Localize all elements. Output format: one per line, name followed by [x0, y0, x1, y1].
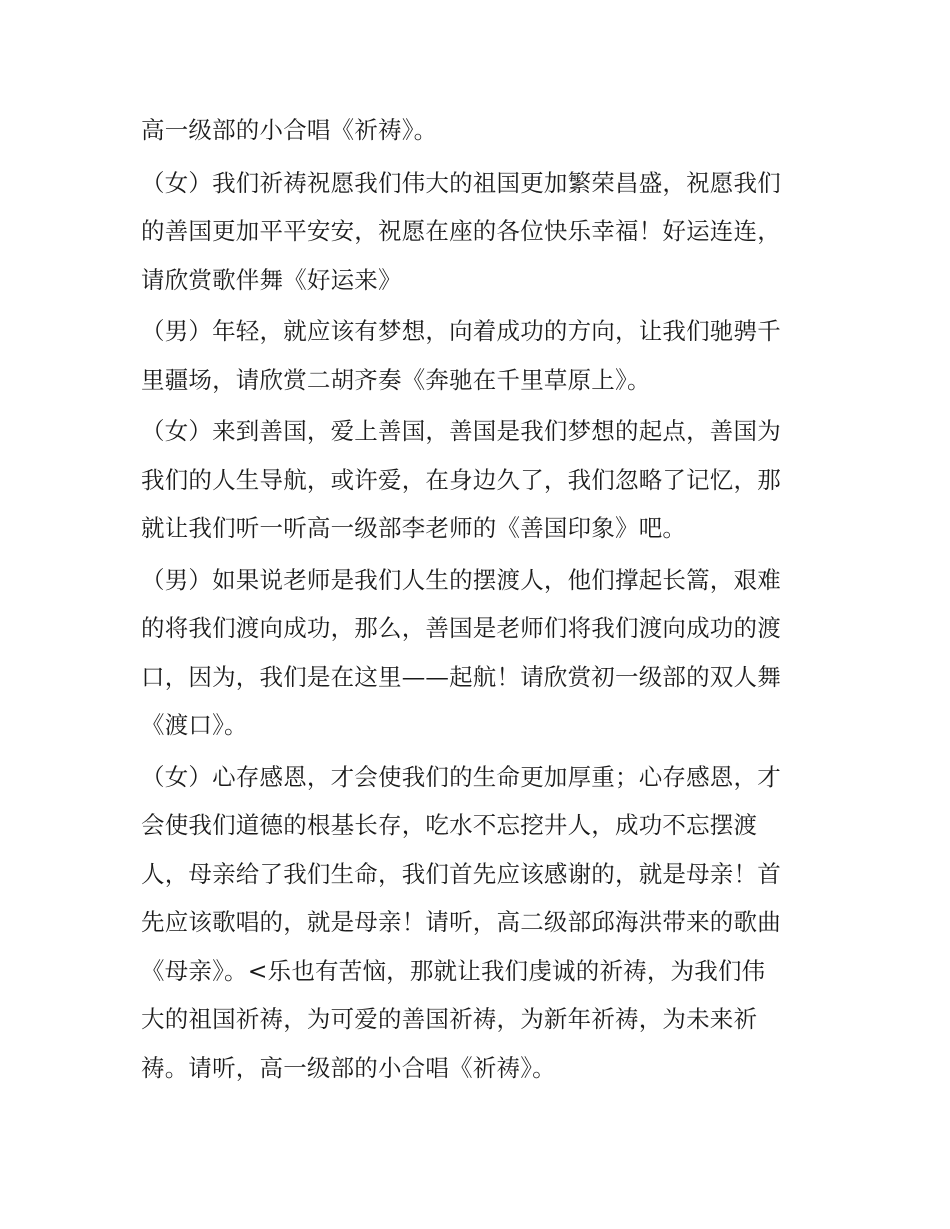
text-line: 大的祖国祈祷，为可爱的善国祈祷，为新年祈祷，为未来祈 — [141, 1005, 758, 1033]
text-line: 的将我们渡向成功，那么，善国是老师们将我们渡向成功的渡 — [141, 614, 781, 642]
text-line: 《渡口》。 — [141, 711, 248, 739]
text-line: （男）年轻，就应该有梦想，向着成功的方向，让我们驰骋千 — [141, 317, 781, 345]
text-line: 口，因为，我们是在这里——起航！请欣赏初一级部的双人舞 — [141, 662, 781, 691]
text-line: 我们的人生导航，或许爱，在身边久了，我们忽略了记忆，那 — [141, 465, 781, 494]
text-line: （女）我们祈祷祝愿我们伟大的祖国更加繁荣昌盛，祝愿我们 — [141, 168, 781, 197]
text-line: 《母亲》。<乐也有苦恼，那就让我们虔诚的祈祷，为我们伟 — [141, 956, 766, 985]
text-line: 高一级部的小合唱《祈祷》。 — [141, 116, 438, 144]
text-line: 请欣赏歌伴舞《好运来》 — [141, 265, 402, 294]
document-body — [141, 108, 813, 1091]
text-line: 人，母亲给了我们生命，我们首先应该感谢的，就是母亲！首 — [141, 859, 781, 888]
text-line: （女）心存感恩，才会使我们的生命更加厚重；心存感恩，才 — [141, 762, 781, 791]
text-line: 的善国更加平平安安，祝愿在座的各位快乐幸福！好运连连， — [141, 217, 781, 245]
text-line: （女）来到善国，爱上善国，善国是我们梦想的起点，善国为 — [141, 417, 781, 445]
text-line: 里疆场，请欣赏二胡齐奏《奔驰在千里草原上》。 — [141, 365, 651, 394]
text-line: 会使我们道德的根基长存，吃水不忘挖井人，成功不忘摆渡 — [141, 811, 758, 839]
text-line: 先应该歌唱的，就是母亲！请听，高二级部邱海洪带来的歌曲 — [141, 908, 781, 936]
text-line: 祷。请听，高一级部的小合唱《祈祷》。 — [141, 1053, 556, 1082]
text-line: （男）如果说老师是我们人生的摆渡人，他们撑起长篙，艰难 — [141, 565, 781, 594]
text-line: 就让我们听一听高一级部李老师的《善国印象》吧。 — [141, 514, 687, 542]
